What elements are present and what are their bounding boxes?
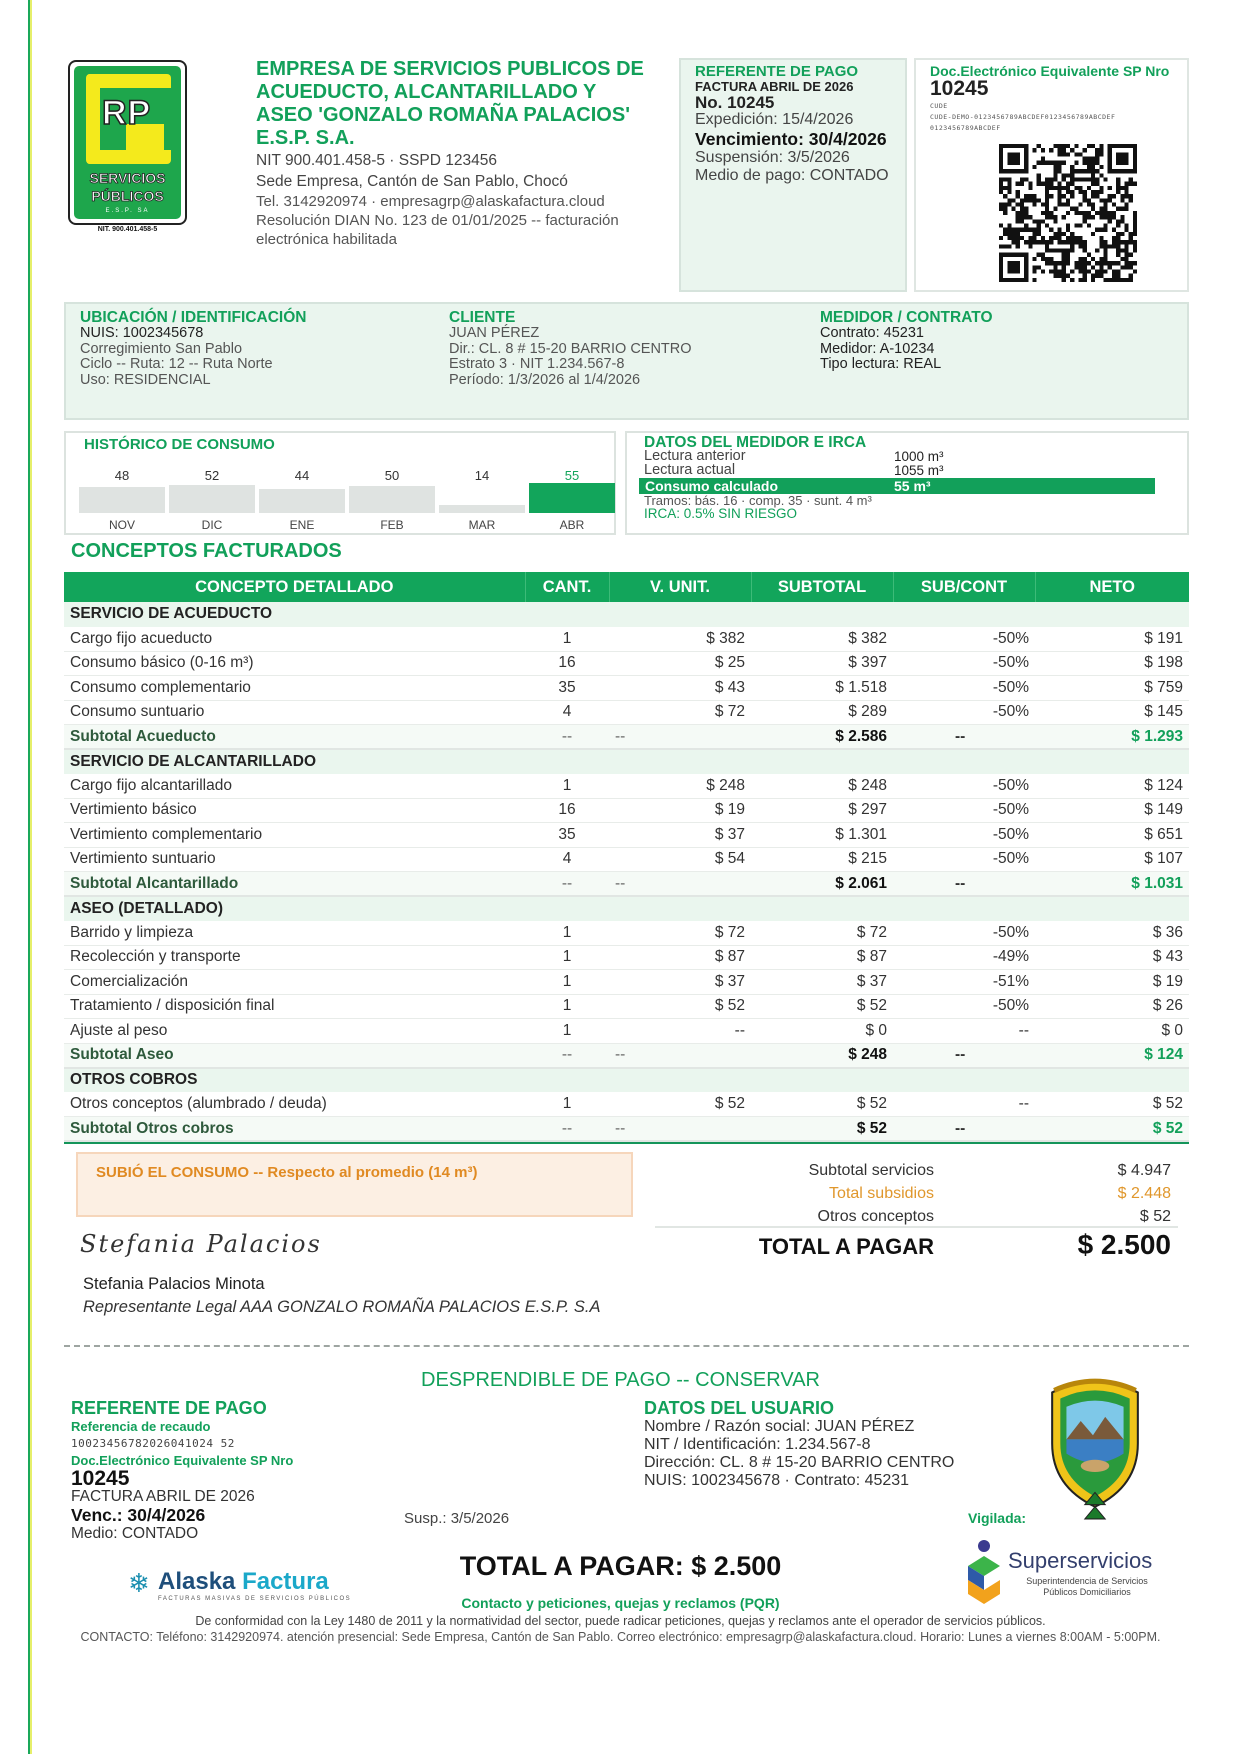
cell-subcont: -51% — [893, 970, 1035, 995]
dp-user-nit: NIT / Identificación: 1.234.567-8 — [644, 1436, 871, 1453]
medidor-contrato-title: MEDIDOR / CONTRATO — [820, 309, 993, 326]
snowflake-icon: ❄ — [128, 1568, 150, 1598]
cell-cant: 35 — [525, 676, 609, 701]
pqr-contact-text: CONTACTO: Teléfono: 3142920974. atención presencial: Sede Empresa, Cantón de San Pablo. Correo electrónico: empresagrp@alaskafactura.cloud. Horario: Lunes a viernes 8:00AM - 5:00PM. — [80, 1630, 1161, 1644]
cell-neto: $ 0 — [1035, 1019, 1189, 1044]
cell-cant — [525, 896, 609, 921]
company-name-line: ACUEDUCTO, ALCANTARILLADO Y — [256, 81, 597, 103]
hist-month-label: ABR — [559, 518, 585, 532]
otros-conceptos-label: Otros conceptos — [817, 1208, 934, 1225]
referente-title: REFERENTE DE PAGO — [695, 63, 859, 80]
cell-subtotal: $ 248 — [751, 1043, 893, 1068]
cell-neto: $ 52 — [1035, 1092, 1189, 1117]
company-contact: Tel. 3142920974 · empresagrp@alaskafactura.cloud — [256, 193, 605, 210]
cell-vunit — [609, 602, 751, 627]
cell-vunit: $ 382 — [609, 627, 751, 652]
municipality-crest-icon — [1044, 1372, 1146, 1520]
cell-cant: 1 — [525, 1092, 609, 1117]
cell-neto: $ 149 — [1035, 798, 1189, 823]
consumo-calculado-label: Consumo calculado — [645, 478, 779, 494]
dp-medio: Medio: CONTADO — [71, 1525, 199, 1542]
qr-code-icon — [999, 144, 1137, 282]
cell-vunit: -- — [609, 1019, 751, 1044]
pqr-legal-text: De conformidad con la Ley 1480 de 2011 y la normatividad del sector, puede radicar peticiones, quejas y reclamos ante el operador de servicios públicos. — [195, 1614, 1046, 1628]
table-subtotal-row — [64, 1043, 1189, 1068]
table-subtotal-row — [64, 872, 1189, 897]
cell-subcont — [893, 749, 1035, 774]
cut-line — [64, 1345, 1189, 1347]
cell-subtotal: $ 1.301 — [751, 823, 893, 848]
cell-concepto: Subtotal Acueducto — [64, 725, 525, 750]
cliente-periodo: Período: 1/3/2026 al 1/4/2026 — [449, 371, 641, 388]
hist-bar — [529, 483, 615, 513]
cell-neto: $ 145 — [1035, 700, 1189, 725]
dp-user-nuis: NUIS: 1002345678 · Contrato: 45231 — [644, 1472, 910, 1489]
cell-vunit: $ 37 — [609, 970, 751, 995]
cell-cant: -- — [525, 725, 609, 750]
cell-concepto: Otros conceptos (alumbrado / deuda) — [64, 1092, 525, 1117]
dp-factura: FACTURA ABRIL DE 2026 — [71, 1488, 255, 1505]
cell-subcont: -50% — [893, 774, 1035, 799]
doc-electronico-box — [914, 58, 1189, 292]
consumption-alert-text: SUBIÓ EL CONSUMO -- Respecto al promedio (14 m³) — [96, 1164, 478, 1181]
cell-cant: 1 — [525, 970, 609, 995]
hist-month-label: MAR — [468, 518, 496, 532]
cell-neto: $ 52 — [1035, 1117, 1189, 1142]
cell-vunit — [609, 896, 751, 921]
cell-subcont: -50% — [893, 651, 1035, 676]
cell-subtotal: $ 52 — [751, 1117, 893, 1142]
page-edge-stripe — [28, 0, 32, 1754]
cell-neto: $ 1.031 — [1035, 872, 1189, 897]
cell-neto: $ 651 — [1035, 823, 1189, 848]
historico-consumo-chart — [64, 431, 616, 535]
dp-recaudo-label: Referencia de recaudo — [71, 1419, 211, 1434]
ubicacion-section — [80, 310, 306, 388]
table-row — [64, 700, 1189, 725]
cell-vunit — [609, 749, 751, 774]
cell-concepto: Consumo básico (0-16 m³) — [64, 651, 525, 676]
cell-subcont — [893, 602, 1035, 627]
cliente-name: JUAN PÉREZ — [449, 325, 540, 341]
cell-subcont: -50% — [893, 921, 1035, 946]
cell-subtotal: $ 52 — [751, 1092, 893, 1117]
hist-month-label: ENE — [289, 518, 315, 532]
cell-vunit: -- — [609, 1117, 751, 1142]
table-section-row — [64, 602, 1189, 627]
alaska-brand-b: Factura — [242, 1568, 329, 1595]
cell-subtotal — [751, 602, 893, 627]
company-header — [256, 58, 676, 249]
cell-cant: 1 — [525, 627, 609, 652]
cell-neto: $ 191 — [1035, 627, 1189, 652]
dp-doc-number: 10245 — [71, 1467, 130, 1490]
conceptos-table — [64, 572, 1189, 1142]
cell-subcont: -- — [893, 1043, 1035, 1068]
cell-cant: 4 — [525, 847, 609, 872]
logo-rp-text: RP — [102, 94, 152, 132]
table-row — [64, 798, 1189, 823]
cliente-title: CLIENTE — [449, 309, 516, 326]
dp-venc: Venc.: 30/4/2026 — [71, 1505, 206, 1525]
cell-concepto: Consumo suntuario — [64, 700, 525, 725]
hist-value-label: 48 — [114, 468, 130, 483]
hist-value-label: 14 — [474, 468, 490, 483]
uso: Uso: RESIDENCIAL — [80, 371, 211, 388]
cell-subtotal: $ 2.586 — [751, 725, 893, 750]
cell-subtotal: $ 37 — [751, 970, 893, 995]
lectura-anterior-value: 1000 m³ — [894, 449, 944, 464]
cell-vunit: $ 19 — [609, 798, 751, 823]
tipo-lectura: Tipo lectura: REAL — [820, 356, 942, 372]
dp-user-title: DATOS DEL USUARIO — [644, 1398, 835, 1418]
corregimiento: Corregimiento San Pablo — [80, 340, 243, 357]
cude-label: CUDE — [930, 102, 948, 110]
cell-neto: $ 26 — [1035, 994, 1189, 1019]
consumo-calculado-value: 55 m³ — [894, 478, 931, 494]
cell-subcont: -- — [893, 872, 1035, 897]
doc-electronico-number: 10245 — [930, 77, 989, 100]
cell-subtotal — [751, 896, 893, 921]
table-header-row — [64, 572, 1189, 602]
company-name-line: EMPRESA DE SERVICIOS PUBLICOS DE — [256, 58, 644, 80]
cell-concepto: Subtotal Aseo — [64, 1043, 525, 1068]
cell-subcont: -50% — [893, 823, 1035, 848]
cell-neto: $ 124 — [1035, 774, 1189, 799]
company-address: Sede Empresa, Cantón de San Pablo, Chocó — [256, 173, 568, 190]
total-a-pagar-label: TOTAL A PAGAR — [758, 1234, 934, 1259]
cell-subcont: -49% — [893, 945, 1035, 970]
cell-neto: $ 124 — [1035, 1043, 1189, 1068]
referente-pago-box — [679, 58, 907, 292]
total-a-pagar-value: $ 2.500 — [1077, 1229, 1171, 1260]
hist-bar — [439, 505, 525, 513]
cell-subcont — [893, 896, 1035, 921]
cell-neto: $ 198 — [1035, 651, 1189, 676]
table-section-row — [64, 749, 1189, 774]
cell-concepto: Recolección y transporte — [64, 945, 525, 970]
cude-value: CUDE-DEMO-0123456789ABCDEF0123456789ABCDEF — [930, 113, 1116, 121]
cell-subcont: -50% — [893, 847, 1035, 872]
table-row — [64, 774, 1189, 799]
hist-month-label: DIC — [201, 518, 223, 532]
company-nit: NIT 900.401.458-5 · SSPD 123456 — [256, 152, 497, 169]
hist-value-label: 50 — [384, 468, 400, 483]
cell-cant: 1 — [525, 1019, 609, 1044]
cell-concepto: SERVICIO DE ACUEDUCTO — [64, 602, 525, 627]
hist-bar — [349, 486, 435, 513]
dp-user-dir: Dirección: CL. 8 # 15-20 BARRIO CENTRO — [644, 1454, 955, 1471]
cell-subtotal: $ 1.518 — [751, 676, 893, 701]
medidor-irca-box — [625, 431, 1189, 535]
dp-doc-label: Doc.Electrónico Equivalente SP Nro — [71, 1453, 294, 1468]
nuis: NUIS: 1002345678 — [80, 325, 204, 341]
medidor-irca-title: DATOS DEL MEDIDOR E IRCA — [644, 434, 867, 451]
invoice-number: No. 10245 — [695, 93, 775, 112]
cell-cant — [525, 1068, 609, 1093]
cell-concepto: Cargo fijo acueducto — [64, 627, 525, 652]
cell-concepto: Subtotal Otros cobros — [64, 1117, 525, 1142]
table-section-row — [64, 1068, 1189, 1093]
cell-neto: $ 1.293 — [1035, 725, 1189, 750]
cell-vunit: -- — [609, 872, 751, 897]
superservicios-sub2: Públicos Domiciliarios — [1043, 1587, 1131, 1597]
cell-concepto: Vertimiento suntuario — [64, 847, 525, 872]
otros-conceptos-value: $ 52 — [1139, 1208, 1171, 1225]
cell-cant: -- — [525, 1043, 609, 1068]
superservicios-sub1: Superintendencia de Servicios — [1026, 1576, 1148, 1586]
dp-ref-title: REFERENTE DE PAGO — [71, 1398, 267, 1418]
table-row — [64, 676, 1189, 701]
cell-subcont: -50% — [893, 627, 1035, 652]
total-subsidios-label: Total subsidios — [829, 1185, 934, 1202]
cell-concepto: Subtotal Alcantarillado — [64, 872, 525, 897]
due-date: Vencimiento: 30/4/2026 — [695, 129, 887, 149]
cell-subtotal: $ 297 — [751, 798, 893, 823]
cell-neto: $ 36 — [1035, 921, 1189, 946]
cell-neto: $ 759 — [1035, 676, 1189, 701]
cell-vunit: $ 72 — [609, 700, 751, 725]
cell-vunit: $ 25 — [609, 651, 751, 676]
medidor-id: Medidor: A-10234 — [820, 340, 935, 357]
table-row — [64, 627, 1189, 652]
cliente-address: Dir.: CL. 8 # 15-20 BARRIO CENTRO — [449, 340, 692, 357]
tramos: Tramos: bás. 16 · comp. 35 · sunt. 4 m³ — [644, 493, 872, 508]
signer-role: Representante Legal AAA GONZALO ROMAÑA PALACIOS E.S.P. S.A — [83, 1298, 601, 1316]
col-header-vunit: V. UNIT. — [609, 572, 751, 602]
cell-cant: 16 — [525, 798, 609, 823]
dp-susp: Susp.: 3/5/2026 — [404, 1510, 510, 1527]
cell-cant: -- — [525, 1117, 609, 1142]
table-row — [64, 651, 1189, 676]
cell-concepto: Vertimiento básico — [64, 798, 525, 823]
cell-subcont — [893, 1068, 1035, 1093]
payment-method: Medio de pago: CONTADO — [695, 167, 889, 184]
cell-vunit: $ 248 — [609, 774, 751, 799]
cell-subtotal: $ 72 — [751, 921, 893, 946]
cell-subcont: -50% — [893, 994, 1035, 1019]
col-header-neto: NETO — [1035, 572, 1189, 602]
logo-text-servicios: SERVICIOS — [89, 170, 166, 186]
col-header-subtotal: SUBTOTAL — [751, 572, 893, 602]
lectura-actual-label: Lectura actual — [644, 462, 736, 478]
cell-cant: 16 — [525, 651, 609, 676]
hist-month-label: FEB — [380, 518, 404, 532]
contrato: Contrato: 45231 — [820, 325, 924, 341]
table-bottom-rule — [64, 1142, 1189, 1144]
cell-subcont: -- — [893, 1117, 1035, 1142]
superservicios-name: Superservicios — [1008, 1548, 1153, 1573]
cell-vunit: -- — [609, 725, 751, 750]
subtotal-servicios-value: $ 4.947 — [1117, 1162, 1171, 1179]
cell-subtotal: $ 215 — [751, 847, 893, 872]
cell-cant: 35 — [525, 823, 609, 848]
cell-neto — [1035, 896, 1189, 921]
table-subtotal-row — [64, 1117, 1189, 1142]
table-row — [64, 823, 1189, 848]
cell-cant: 1 — [525, 921, 609, 946]
suspension-date: Suspensión: 3/5/2026 — [695, 149, 850, 166]
desprendible-title: DESPRENDIBLE DE PAGO -- CONSERVAR — [421, 1369, 820, 1391]
total-subsidios-value: $ 2.448 — [1117, 1185, 1171, 1202]
cell-cant: 1 — [525, 994, 609, 1019]
alaska-brand-a: Alaska — [158, 1568, 236, 1595]
hist-value-label: 55 — [564, 468, 580, 483]
desprendible-referente — [71, 1398, 293, 1542]
signer-name: Stefania Palacios Minota — [83, 1275, 265, 1293]
cell-subtotal: $ 52 — [751, 994, 893, 1019]
factura-period: FACTURA ABRIL DE 2026 — [695, 79, 854, 94]
cell-subcont: -50% — [893, 798, 1035, 823]
cell-subcont: -- — [893, 725, 1035, 750]
cell-concepto: Barrido y limpieza — [64, 921, 525, 946]
cliente-estrato: Estrato 3 · NIT 1.234.567-8 — [449, 356, 625, 372]
lectura-anterior-label: Lectura anterior — [644, 448, 746, 464]
cell-subtotal — [751, 1068, 893, 1093]
cell-concepto: Tratamiento / disposición final — [64, 994, 525, 1019]
company-name-line: E.S.P. S.A. — [256, 127, 355, 149]
cell-cant: 4 — [525, 700, 609, 725]
cell-concepto: Vertimiento complementario — [64, 823, 525, 848]
hist-value-label: 44 — [294, 468, 310, 483]
cell-neto: $ 107 — [1035, 847, 1189, 872]
lectura-actual-value: 1055 m³ — [894, 463, 944, 478]
hist-month-label: NOV — [108, 518, 135, 532]
cell-concepto: Consumo complementario — [64, 676, 525, 701]
table-row — [64, 994, 1189, 1019]
cell-neto — [1035, 1068, 1189, 1093]
cell-subtotal — [751, 749, 893, 774]
hist-bar — [169, 485, 255, 513]
cell-subcont: -- — [893, 1019, 1035, 1044]
vigilada-label: Vigilada: — [968, 1510, 1027, 1526]
company-name — [256, 58, 676, 150]
table-row — [64, 1092, 1189, 1117]
cell-vunit: $ 37 — [609, 823, 751, 848]
table-subtotal-row — [64, 725, 1189, 750]
cell-cant: -- — [525, 872, 609, 897]
irca-status: IRCA: 0.5% SIN RIESGO — [644, 506, 798, 521]
desprendible-usuario — [644, 1398, 954, 1490]
cell-vunit — [609, 1068, 751, 1093]
company-resolution-cont: electrónica habilitada — [256, 231, 397, 248]
company-resolution: Resolución DIAN No. 123 de 01/01/2025 -- facturación — [256, 212, 619, 229]
table-row — [64, 921, 1189, 946]
cell-cant: 1 — [525, 774, 609, 799]
logo-text-esp: E.S.P. SA — [105, 208, 150, 214]
alaska-tagline: FACTURAS MASIVAS DE SERVICIOS PÚBLICOS — [158, 1596, 352, 1602]
cliente-section — [449, 310, 692, 388]
cell-concepto: ASEO (DETALLADO) — [64, 896, 525, 921]
cell-subtotal: $ 397 — [751, 651, 893, 676]
expedition-date: Expedición: 15/4/2026 — [695, 111, 854, 128]
info-band — [64, 302, 1189, 420]
medidor-contrato-section — [820, 310, 993, 373]
conceptos-table-body — [64, 602, 1189, 1141]
table-row — [64, 847, 1189, 872]
company-logo — [68, 60, 187, 225]
table-row — [64, 970, 1189, 995]
cell-subtotal: $ 87 — [751, 945, 893, 970]
cell-subcont: -50% — [893, 676, 1035, 701]
logo-text-publicos: PÚBLICOS — [91, 188, 164, 204]
company-name-line: ASEO 'GONZALO ROMAÑA PALACIOS' — [256, 104, 630, 126]
cell-neto — [1035, 602, 1189, 627]
col-header-subcont: SUB/CONT — [893, 572, 1035, 602]
hist-bar — [79, 487, 165, 513]
cell-concepto: OTROS COBROS — [64, 1068, 525, 1093]
hist-value-label: 52 — [204, 468, 220, 483]
doc-electronico-title: Doc.Electrónico Equivalente SP Nro — [930, 63, 1170, 79]
cell-vunit: $ 52 — [609, 1092, 751, 1117]
hist-bar — [259, 489, 345, 513]
dp-user-nombre: Nombre / Razón social: JUAN PÉREZ — [644, 1418, 915, 1435]
cell-concepto: SERVICIO DE ALCANTARILLADO — [64, 749, 525, 774]
cell-vunit: -- — [609, 1043, 751, 1068]
ubicacion-title: UBICACIÓN / IDENTIFICACIÓN — [80, 309, 307, 326]
table-row — [64, 945, 1189, 970]
col-header-concepto: CONCEPTO DETALLADO — [64, 572, 525, 602]
cell-cant — [525, 602, 609, 627]
dp-recaudo-value: 10023456782026041024 52 — [71, 1437, 235, 1450]
conceptos-title: CONCEPTOS FACTURADOS — [71, 540, 342, 562]
cell-neto — [1035, 749, 1189, 774]
cell-subtotal: $ 0 — [751, 1019, 893, 1044]
cell-concepto: Cargo fijo alcantarillado — [64, 774, 525, 799]
cell-subtotal: $ 248 — [751, 774, 893, 799]
consumption-alert — [76, 1152, 633, 1217]
conceptos-table-wrap — [64, 572, 1189, 1142]
cell-vunit: $ 52 — [609, 994, 751, 1019]
cell-vunit: $ 43 — [609, 676, 751, 701]
cell-subtotal: $ 382 — [751, 627, 893, 652]
pqr-title: Contacto y peticiones, quejas y reclamos (PQR) — [461, 1595, 780, 1611]
cell-vunit: $ 54 — [609, 847, 751, 872]
cell-cant: 1 — [525, 945, 609, 970]
cell-cant — [525, 749, 609, 774]
ciclo-ruta: Ciclo -- Ruta: 12 -- Ruta Norte — [80, 356, 273, 372]
logo-nit: NIT. 900.401.458-5 — [97, 226, 158, 233]
cell-neto: $ 43 — [1035, 945, 1189, 970]
table-row — [64, 1019, 1189, 1044]
cell-vunit: $ 87 — [609, 945, 751, 970]
historico-title: HISTÓRICO DE CONSUMO — [84, 436, 275, 453]
cell-subcont: -- — [893, 1092, 1035, 1117]
cell-subtotal: $ 2.061 — [751, 872, 893, 897]
subtotal-servicios-label: Subtotal servicios — [808, 1162, 934, 1179]
cell-vunit: $ 72 — [609, 921, 751, 946]
cell-neto: $ 19 — [1035, 970, 1189, 995]
desprendible-total: TOTAL A PAGAR: $ 2.500 — [459, 1551, 782, 1581]
cell-subcont: -50% — [893, 700, 1035, 725]
consumo-calculado-row — [639, 478, 1155, 494]
cell-concepto: Ajuste al peso — [64, 1019, 525, 1044]
cell-subtotal: $ 289 — [751, 700, 893, 725]
table-section-row — [64, 896, 1189, 921]
handwritten-signature: Stefania Palacios — [80, 1230, 322, 1258]
col-header-cant: CANT. — [525, 572, 609, 602]
cell-concepto: Comercialización — [64, 970, 525, 995]
cude-value-cont: 0123456789ABCDEF — [930, 124, 1001, 132]
totals-rule — [655, 1226, 1178, 1228]
